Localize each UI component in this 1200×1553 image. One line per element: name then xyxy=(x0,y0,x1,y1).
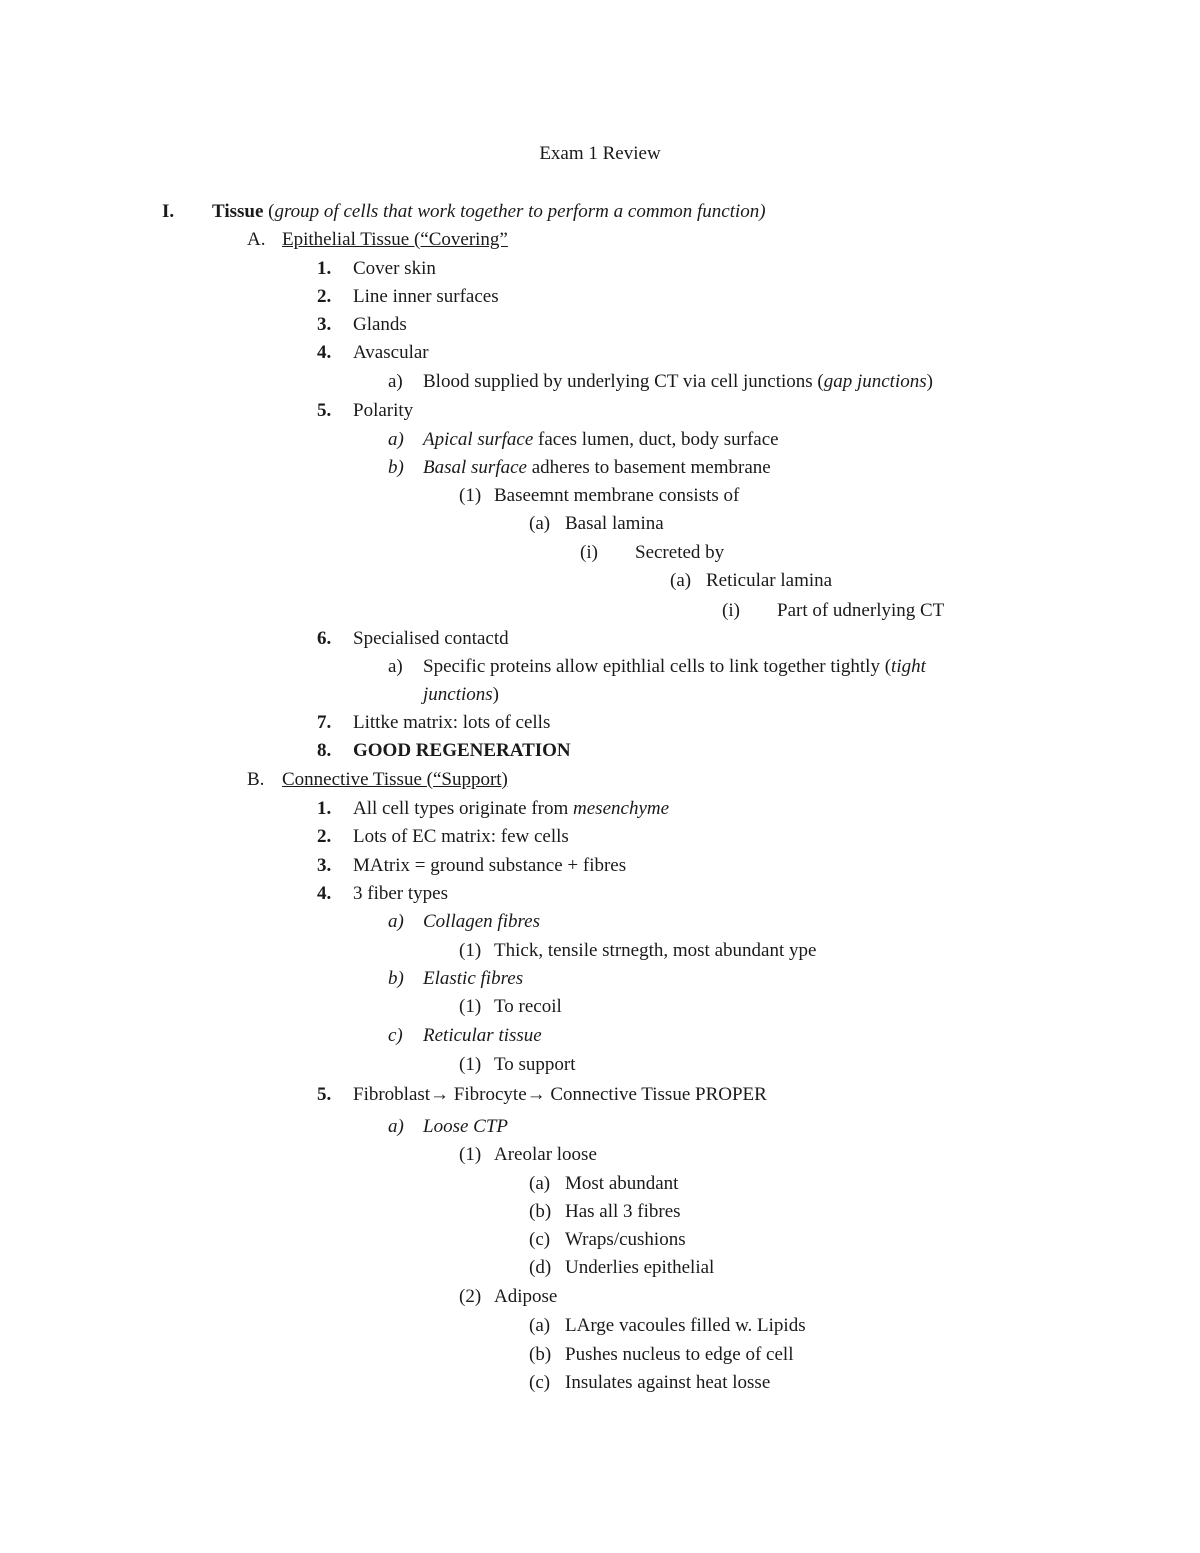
list-text xyxy=(423,370,933,394)
list-marker: 6. xyxy=(317,628,332,649)
list-marker: 2. xyxy=(317,286,332,307)
list-marker: c) xyxy=(388,1025,403,1046)
list-marker: 3. xyxy=(317,314,332,335)
list-marker: (1) xyxy=(459,996,482,1017)
list-text: Lots of EC matrix: few cells xyxy=(353,826,569,847)
list-text-plain: adheres to basement membrane xyxy=(526,457,771,478)
list-text: To support xyxy=(494,1054,576,1075)
list-text-close: ) xyxy=(492,684,499,705)
list-marker: (a) xyxy=(670,570,692,591)
list-marker: 5. xyxy=(317,400,332,421)
list-text: Loose CTP xyxy=(423,1116,508,1137)
list-marker: a) xyxy=(388,911,404,932)
list-marker: (b) xyxy=(529,1344,552,1365)
list-text: Collagen fibres xyxy=(423,911,540,932)
list-text: Adipose xyxy=(494,1286,558,1307)
list-text: Littke matrix: lots of cells xyxy=(353,712,551,733)
list-marker: (b) xyxy=(529,1201,552,1222)
list-marker: 2. xyxy=(317,826,332,847)
list-text-italic: tight xyxy=(891,656,926,677)
list-text: Specialised contactd xyxy=(353,628,509,649)
subsection-a-title: Epithelial Tissue (“Covering” xyxy=(282,229,508,250)
list-text xyxy=(423,655,926,679)
list-marker: a) xyxy=(388,656,403,677)
list-text: Baseemnt membrane consists of xyxy=(494,485,740,506)
list-marker: 8. xyxy=(317,740,332,761)
list-text xyxy=(353,797,669,821)
list-text: Fibroblast→ Fibrocyte→ Connective Tissue PROPER xyxy=(353,1084,767,1105)
list-text-italic: mesenchyme xyxy=(573,798,670,819)
list-marker: (1) xyxy=(459,940,482,961)
list-text: GOOD REGENERATION xyxy=(353,740,571,761)
section-i-definition: group of cells that work together to perform a common function) xyxy=(274,201,766,222)
list-marker: 1. xyxy=(317,258,332,279)
section-i-paren: ( xyxy=(263,201,275,222)
list-text xyxy=(423,456,771,480)
section-i-title: Tissue xyxy=(212,201,264,222)
list-marker: (d) xyxy=(529,1257,552,1278)
list-text: Underlies epithelial xyxy=(565,1257,715,1278)
list-text-close: ) xyxy=(926,371,933,392)
list-marker: (1) xyxy=(459,1054,482,1075)
list-text xyxy=(423,683,499,707)
list-text-plain: All cell types originate from xyxy=(353,798,574,819)
list-marker: (c) xyxy=(529,1229,551,1250)
subsection-b-marker: B. xyxy=(247,769,265,790)
list-marker: (c) xyxy=(529,1372,551,1393)
list-marker: 4. xyxy=(317,883,332,904)
list-marker: 3. xyxy=(317,855,332,876)
list-marker: (a) xyxy=(529,1173,551,1194)
list-text: Line inner surfaces xyxy=(353,286,499,307)
list-text-plain: Blood supplied by underlying CT via cell junctions ( xyxy=(423,371,824,392)
list-text: Insulates against heat losse xyxy=(565,1372,771,1393)
list-text-plain: faces lumen, duct, body surface xyxy=(533,429,779,450)
list-marker: (i) xyxy=(580,542,598,563)
list-text: Basal lamina xyxy=(565,513,664,534)
list-marker: (i) xyxy=(722,600,740,621)
list-text: Elastic fibres xyxy=(423,968,524,989)
list-marker: b) xyxy=(388,968,404,989)
list-text: 3 fiber types xyxy=(353,883,448,904)
list-marker: 7. xyxy=(317,712,332,733)
list-text-italic: gap junctions xyxy=(823,371,927,392)
list-marker: (a) xyxy=(529,513,551,534)
list-text: Glands xyxy=(353,314,407,335)
list-marker: b) xyxy=(388,457,404,478)
list-text-italic: Basal surface xyxy=(423,457,527,478)
list-text xyxy=(423,428,779,452)
list-marker: 1. xyxy=(317,798,332,819)
list-text: Areolar loose xyxy=(494,1144,597,1165)
list-marker: 5. xyxy=(317,1084,332,1105)
list-text: Thick, tensile strnegth, most abundant ype xyxy=(494,940,817,961)
page-title: Exam 1 Review xyxy=(539,143,661,164)
section-i-text xyxy=(212,200,766,224)
list-text-plain: Specific proteins allow epithlial cells to link together tightly ( xyxy=(423,656,892,677)
subsection-a-marker: A. xyxy=(247,229,266,250)
list-text: To recoil xyxy=(494,996,562,1017)
list-marker: 4. xyxy=(317,342,332,363)
list-marker: a) xyxy=(388,1116,404,1137)
list-text: Secreted by xyxy=(635,542,725,563)
list-text: LArge vacoules filled w. Lipids xyxy=(565,1315,806,1336)
list-marker: a) xyxy=(388,429,404,450)
list-text: MAtrix = ground substance + fibres xyxy=(353,855,627,876)
list-marker: a) xyxy=(388,371,403,392)
list-marker: (2) xyxy=(459,1286,482,1307)
subsection-b-title: Connective Tissue (“Support) xyxy=(282,769,508,790)
list-text: Polarity xyxy=(353,400,414,421)
section-i-marker: I. xyxy=(162,201,175,222)
list-text-italic: junctions xyxy=(423,684,493,705)
list-text: Has all 3 fibres xyxy=(565,1201,681,1222)
list-text: Pushes nucleus to edge of cell xyxy=(565,1344,794,1365)
list-text: Part of udnerlying CT xyxy=(777,600,945,621)
list-text: Most abundant xyxy=(565,1173,679,1194)
list-text: Reticular tissue xyxy=(423,1025,542,1046)
list-text: Cover skin xyxy=(353,258,436,279)
list-marker: (1) xyxy=(459,1144,482,1165)
list-marker: (1) xyxy=(459,485,482,506)
list-text-italic: Apical surface xyxy=(423,429,534,450)
list-text: Reticular lamina xyxy=(706,570,833,591)
list-text: Wraps/cushions xyxy=(565,1229,686,1250)
list-marker: (a) xyxy=(529,1315,551,1336)
list-text: Avascular xyxy=(353,342,429,363)
